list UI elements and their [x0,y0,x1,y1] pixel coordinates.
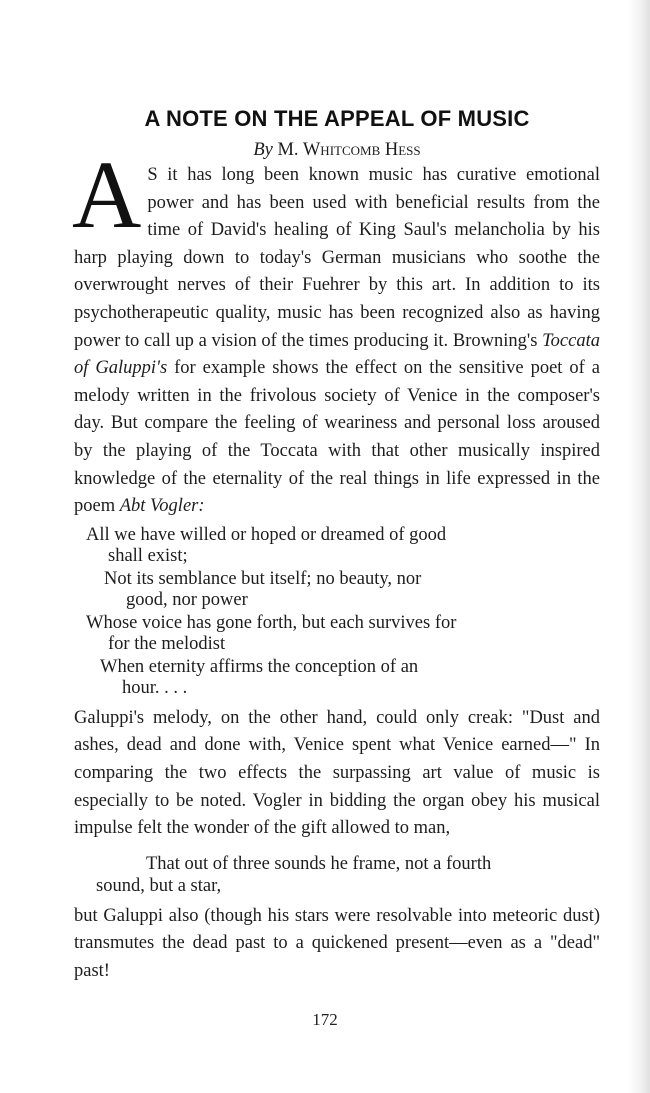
paragraph-1-text-mid: for example shows the effect on the sensitive poet of a melody written in the frivolous society of Venice in the composer's day. But compare the feeling of weariness and personal loss aroused by the playing of the Toccata with that other musically inspired knowledge of the eternality of the real things in life expressed in the poem [74,358,600,517]
article-title: A NOTE ON THE APPEAL OF MUSIC [144,106,530,131]
drop-cap: A [72,141,142,248]
paragraph-2: Galuppi's melody, on the other hand, could only creak: "Dust and ashes, dead and done with, Venice spent what Venice earned—" In comparing the two effects the surpassing art value of music is especially to be noted. Vogler in bidding the organ obey his musical impulse felt the wonder of the gift allowed to man, [74,707,600,839]
paragraph-1-text: S it has long been known music has curative emotional power and has been used with beneficial results from the time of David's healing of King Saul's melancholia by his harp playing down to today's German musicians who soothe the overwrought nerves of their Fuehrer by this art. In addition to its psychotherapeutic quality, music has been recognized also as having power to call up a vision of the times producing it. Browning's [74,165,600,351]
title-toccata: Toccata of Galuppi's [74,330,600,379]
byline-by: By [253,140,273,160]
poem-line-2: Not its semblance but itself; no beauty, nor good, nor power [104,568,422,610]
page-edge-shadow [628,0,650,1093]
byline-author: M. Whitcomb Hess [277,140,421,160]
star-quote [74,853,600,897]
page-number: 172 [312,1010,338,1029]
star-quote-line-1: That out of three sounds he frame, not a fourth [146,853,492,874]
poem-line-3: Whose voice has gone forth, but each survives for for the melodist [86,612,457,654]
paragraph-3: but Galuppi also (though his stars were resolvable into meteoric dust) transmutes the dead past to a quickened present—even as a "dead" past! [74,905,600,981]
poem-line-1: All we have willed or hoped or dreamed of good shall exist; [86,524,447,566]
star-quote-line-2: sound, but a star, [96,875,222,896]
article [74,104,600,985]
byline [74,136,600,164]
title-abt-vogler: Abt Vogler: [119,496,205,517]
poem-quote [74,525,600,699]
poem-line-4: When eternity affirms the conception of an hour. . . . [100,656,419,698]
